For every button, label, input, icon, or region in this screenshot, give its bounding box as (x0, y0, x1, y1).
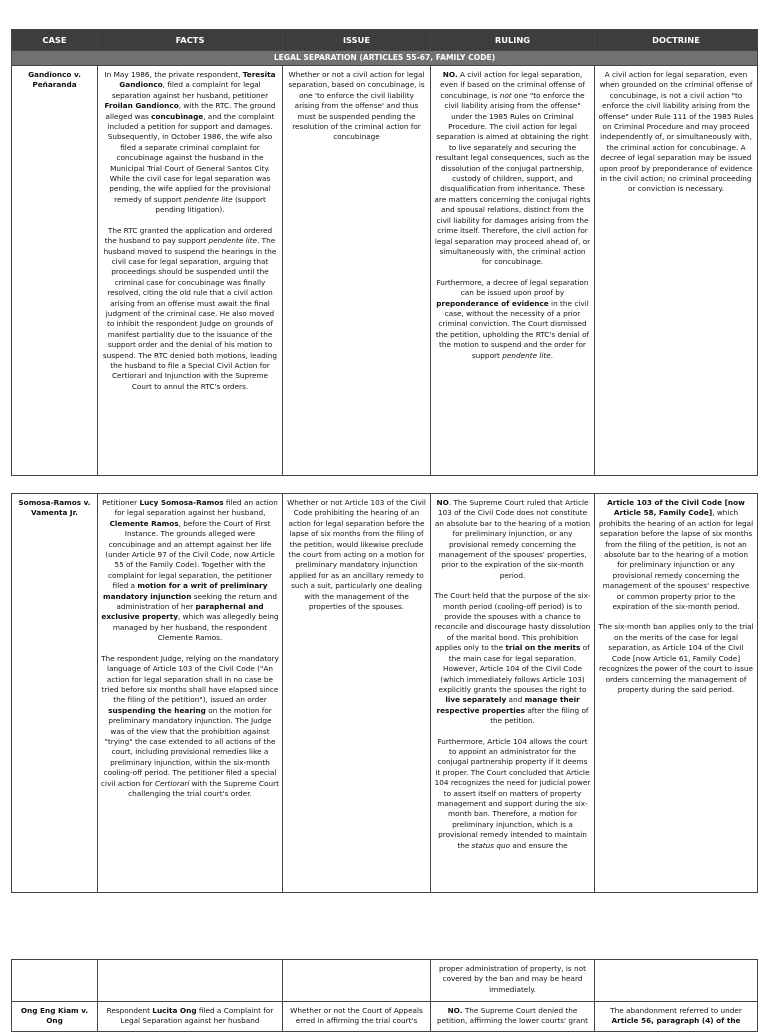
case-digest-table-3 (11, 959, 758, 1032)
case-name: Ong Eng Kiam v. Ong (12, 1002, 98, 1032)
paragraph: Furthermore, a decree of legal separation can be issued upon proof by preponderance of evidence in the civil case, without the necessity of a prior criminal conviction. The Court dismissed the petition, upholding the RTC's denial of the motion to suspend and the order for support pendente lite. (435, 277, 590, 360)
case-row (12, 66, 758, 476)
header-facts: FACTS (98, 30, 283, 51)
continuation-ruling: proper administration of property, is not covered by the ban and may be heard immediately. (431, 960, 595, 1002)
case-ruling (431, 66, 595, 476)
paragraph: Whether or not Article 103 of the Civil Code prohibiting the hearing of an action for legal separation before the lapse of six months from the filing of the petition, would likewise preclude the court from acting on a motion for preliminary mandatory injunction applied for as an ancillary remedy to such a suit, particularly one dealing with the management of the properties of the spouses. (287, 498, 426, 612)
case-row (12, 1002, 758, 1032)
paragraph: The RTC granted the application and ordered the husband to pay support pendente lite. The husband moved to suspend the hearings in the civil case for legal separation, arguing that proceedings should be suspended until the criminal case for concubinage was finally resolved, citing the old rule that a civil action arising from an offense must await the final judgment of the criminal case. He also moved to inhibit the respondent Judge on grounds of manifest partiality due to the issuance of the support order and the denial of his motion to suspend. The RTC denied both motions, leading the husband to file a Special Civil Action for Certiorari and Injunction with the Supreme Court to annul the RTC's orders. (102, 225, 278, 391)
header-issue: ISSUE (283, 30, 431, 51)
paragraph: Furthermore, Article 104 allows the court to appoint an administrator for the conjugal partnership property if it deems it proper. The Court concluded that Article 104 recognizes the need for judicial power to assert itself on matters of property management and support during the six-month ban. Therefore, a motion for preliminary injunction, which is a provisional remedy intended to maintain the status quo and ensure the (434, 736, 591, 850)
case-issue (283, 494, 431, 893)
paragraph: The six-month ban applies only to the trial on the merits of the case for legal separation, as Article 104 of the Civil Code [now Article 61, Family Code] recognizes the power of the court to issue orders concerning the management of property during the said period. (598, 622, 754, 694)
case-issue: Whether or not the Court of Appeals erred in affirming the trial court's (283, 1002, 431, 1032)
continuation-issue (283, 960, 431, 1002)
case-doctrine (595, 494, 758, 893)
paragraph: In May 1986, the private respondent, Teresita Gandionco, filed a complaint for legal separation against her husband, petitioner Froilan Gandionco, with the RTC. The ground alleged was concubinage, and the complaint included a petition for support and damages. Subsequently, in October 1986, the wife also filed a separate criminal complaint for concubinage against the husband in the Municipal Trial Court of General Santos City. While the civil case for legal separation was pending, the wife applied for the provisional remedy of support pendente lite (support pending litigation). (104, 70, 276, 215)
section-row (12, 51, 758, 66)
case-facts: Respondent Lucita Ong filed a Complaint for Legal Separation against her husband (98, 1002, 283, 1032)
case-name: Somosa-Ramos v. Vamenta Jr. (12, 494, 98, 893)
paragraph: Petitioner Lucy Somosa-Ramos filed an action for legal separation against her husband, Clemente Ramos, before the Court of First Instance. The grounds alleged were concubinage and an attempt against her life (under Article 97 of the Civil Code, now Article 55 of the Family Code). Together with the complaint for legal separation, the petitioner filed a motion for a writ of preliminary mandatory injunction seeking the return and administration of her paraphernal and exclusive property, which was allegedly being managed by her husband, the respondent Clemente Ramos. (101, 498, 279, 643)
continuation-case (12, 960, 98, 1002)
paragraph: The respondent Judge, relying on the mandatory language of Article 103 of the Civil Code ("An action for legal separation shall in no case be tried before six months shall have elapsed since the filing of the petition"), issued an order suspending the hearing on the motion for preliminary mandatory injunction. The Judge was of the view that the prohibition against "trying" the case extended to all actions of the court, including provisional remedies like a preliminary injunction, within the six-month cooling-off period. The petitioner filed a special civil action for Certiorari with the Supreme Court challenging the trial court's order. (101, 653, 279, 798)
case-facts (98, 66, 283, 476)
paragraph: NO. The Supreme Court ruled that Article 103 of the Civil Code does not constitute an absolute bar to the hearing of a motion for preliminary injunction, or any provisional remedy concerning the management of the spouses' properties, prior to the expiration of the six-month period. (434, 498, 591, 580)
paragraph: A civil action for legal separation, even when grounded on the criminal offense of concubinage, is not a civil action "to enforce the civil liability arising from the offense" under Rule 111 of the 1985 Rules on Criminal Procedure and may proceed independently of, or simultaneously with, the criminal action for concubinage. A decree of legal separation may be issued upon proof by preponderance of evidence in the civil action; no criminal proceeding or conviction is necessary. (598, 70, 754, 194)
case-digest-table-1 (11, 29, 758, 476)
paragraph: Whether or not a civil action for legal separation, based on concubinage, is one 'to enforce the civil liability arising from the offense' and thus must be suspended pending the resolution of the criminal action for concubinage (288, 70, 425, 142)
case-issue (283, 66, 431, 476)
header-case: CASE (12, 30, 98, 51)
case-row (12, 494, 758, 893)
case-digest-table-2 (11, 493, 758, 893)
section-title: LEGAL SEPARATION (ARTICLES 55-67, FAMILY CODE) (12, 51, 758, 66)
continuation-row (12, 960, 758, 1002)
case-name: Gandionco v. Peñaranda (12, 66, 98, 476)
case-facts (98, 494, 283, 893)
paragraph: NO. A civil action for legal separation, even if based on the criminal offense of concubinage, is not one "to enforce the civil liability arising from the offense" under the 1985 Rules on Criminal Procedure. The civil action for legal separation is aimed at obtaining the right to live separately and securing the resultant legal consequences, such as the dissolution of the conjugal partnership, custody of children, support, and disqualification from inheritance. These are matters concerning the conjugal rights and spousal relations, distinct from the civil liability for damages arising from the crime itself. Therefore, the civil action for legal separation may proceed ahead of, or simultaneously with, the criminal action for concubinage. (434, 70, 591, 267)
case-doctrine (595, 66, 758, 476)
continuation-facts (98, 960, 283, 1002)
case-doctrine: The abandonment referred to under Article 56, paragraph (4) of the (595, 1002, 758, 1032)
header-doctrine: DOCTRINE (595, 30, 758, 51)
continuation-doctrine (595, 960, 758, 1002)
paragraph: Article 103 of the Civil Code [now Article 58, Family Code], which prohibits the hearing of an action for legal separation before the lapse of six months from the filing of the petition, is not an absolute bar to the hearing of a motion for preliminary injunction or any provisional remedy concerning the management of the spouses' respective or common property prior to the expiration of the six-month period. (598, 498, 754, 612)
header-ruling: RULING (431, 30, 595, 51)
case-ruling: NO. The Supreme Court denied the petition, affirming the lower courts' grant (431, 1002, 595, 1032)
case-ruling (431, 494, 595, 893)
header-row (12, 30, 758, 51)
paragraph: The Court held that the purpose of the six-month period (cooling-off period) is to provide the spouses with a chance to reconcile and discourage hasty dissolution of the marital bond. This prohibition applies only to the trial on the merits of the main case for legal separation. However, Article 104 of the Civil Code (which immediately follows Article 103) explicitly grants the spouses the right to live separately and manage their respective properties after the filing of the petition. (434, 591, 591, 726)
